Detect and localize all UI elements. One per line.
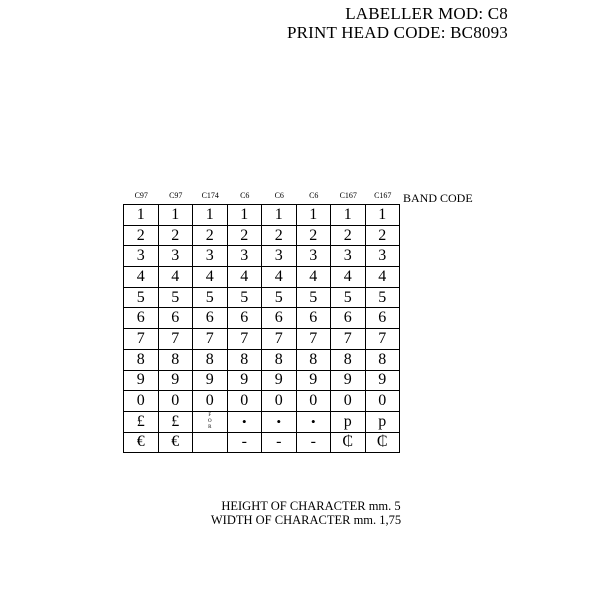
grid-cell: ₵ bbox=[331, 432, 366, 453]
grid-cell: 3 bbox=[262, 246, 297, 267]
band-code: C167 bbox=[374, 191, 392, 200]
band-code: C6 bbox=[274, 191, 284, 200]
grid-cell: 1 bbox=[262, 205, 297, 226]
grid-cell: - bbox=[296, 432, 331, 453]
grid-cell: p bbox=[331, 411, 366, 432]
grid-cell: 9 bbox=[227, 370, 262, 391]
character-height-note: HEIGHT OF CHARACTER mm. 5 bbox=[221, 499, 401, 513]
grid-cell: 4 bbox=[158, 267, 193, 288]
grid-cell: 5 bbox=[262, 287, 297, 308]
grid-cell: 1 bbox=[124, 205, 159, 226]
grid-cell: 0 bbox=[193, 391, 228, 412]
grid-row bbox=[124, 287, 400, 308]
grid-cell: 6 bbox=[193, 308, 228, 329]
grid-cell: 6 bbox=[331, 308, 366, 329]
band-code: C167 bbox=[339, 191, 357, 200]
grid-cell: 1 bbox=[193, 205, 228, 226]
grid-cell: 5 bbox=[227, 287, 262, 308]
grid-row bbox=[124, 246, 400, 267]
character-width-note: WIDTH OF CHARACTER mm. 1,75 bbox=[210, 513, 402, 527]
grid-cell: 2 bbox=[262, 225, 297, 246]
grid-cell: 4 bbox=[262, 267, 297, 288]
grid-cell: 2 bbox=[331, 225, 366, 246]
grid-cell: 0 bbox=[124, 391, 159, 412]
grid-cell: p bbox=[365, 411, 400, 432]
labeller-model-title: LABELLER MOD: C8 bbox=[345, 4, 508, 23]
grid-row bbox=[124, 308, 400, 329]
grid-cell: 1 bbox=[158, 205, 193, 226]
grid-cell: 3 bbox=[365, 246, 400, 267]
grid-cell: 6 bbox=[365, 308, 400, 329]
grid-cell: 0 bbox=[296, 391, 331, 412]
grid-cell: 9 bbox=[262, 370, 297, 391]
grid-cell: 4 bbox=[365, 267, 400, 288]
grid-cell: 8 bbox=[296, 349, 331, 370]
grid-cell: 8 bbox=[193, 349, 228, 370]
grid-cell: 6 bbox=[296, 308, 331, 329]
grid-cell: - bbox=[262, 432, 297, 453]
grid-row bbox=[124, 370, 400, 391]
grid-cell: 8 bbox=[365, 349, 400, 370]
grid-cell: 7 bbox=[227, 329, 262, 350]
grid-cell: 9 bbox=[365, 370, 400, 391]
grid-cell: 7 bbox=[331, 329, 366, 350]
grid-cell: 3 bbox=[193, 246, 228, 267]
grid-cell: 7 bbox=[296, 329, 331, 350]
grid-cell: 6 bbox=[262, 308, 297, 329]
grid-cell: 3 bbox=[227, 246, 262, 267]
grid-cell: 4 bbox=[296, 267, 331, 288]
grid-cell: F O R bbox=[193, 411, 228, 432]
grid-cell: 5 bbox=[193, 287, 228, 308]
band-code-row bbox=[124, 191, 400, 201]
grid-cell: 3 bbox=[124, 246, 159, 267]
grid-cell: 0 bbox=[262, 391, 297, 412]
grid-row bbox=[124, 432, 400, 453]
grid-cell: 8 bbox=[331, 349, 366, 370]
grid-cell: 0 bbox=[158, 391, 193, 412]
grid-cell: 1 bbox=[331, 205, 366, 226]
grid-cell: 2 bbox=[193, 225, 228, 246]
grid-cell: 2 bbox=[365, 225, 400, 246]
band-code-label: BAND CODE bbox=[403, 191, 473, 205]
band-code: C97 bbox=[134, 191, 148, 200]
grid-cell: 0 bbox=[227, 391, 262, 412]
grid-row bbox=[124, 205, 400, 226]
grid-cell: 4 bbox=[124, 267, 159, 288]
grid-cell: 7 bbox=[158, 329, 193, 350]
grid-cell: 8 bbox=[124, 349, 159, 370]
grid-cell: 4 bbox=[227, 267, 262, 288]
grid-cell: 9 bbox=[193, 370, 228, 391]
grid-cell: 9 bbox=[158, 370, 193, 391]
grid-cell: £ bbox=[158, 411, 193, 432]
grid-cell: 8 bbox=[262, 349, 297, 370]
grid-cell: - bbox=[227, 432, 262, 453]
grid-cell: 7 bbox=[193, 329, 228, 350]
grid-row bbox=[124, 267, 400, 288]
grid-row bbox=[124, 391, 400, 412]
grid-cell: 7 bbox=[124, 329, 159, 350]
grid-cell: 4 bbox=[331, 267, 366, 288]
grid-row bbox=[124, 349, 400, 370]
grid-cell bbox=[193, 432, 228, 453]
grid-cell: 7 bbox=[365, 329, 400, 350]
grid-cell: 1 bbox=[365, 205, 400, 226]
grid-cell: ₵ bbox=[365, 432, 400, 453]
grid-cell: 3 bbox=[331, 246, 366, 267]
grid-cell: € bbox=[124, 432, 159, 453]
grid-cell: 6 bbox=[227, 308, 262, 329]
grid-cell: 5 bbox=[331, 287, 366, 308]
grid-cell: £ bbox=[124, 411, 159, 432]
grid-cell: 9 bbox=[124, 370, 159, 391]
band-code: C174 bbox=[201, 191, 219, 200]
grid-cell: 7 bbox=[262, 329, 297, 350]
grid-cell: 6 bbox=[124, 308, 159, 329]
grid-cell: 0 bbox=[331, 391, 366, 412]
grid-cell: 3 bbox=[296, 246, 331, 267]
grid-cell: 8 bbox=[158, 349, 193, 370]
band-code: C6 bbox=[309, 191, 319, 200]
grid-cell: 9 bbox=[296, 370, 331, 391]
grid-cell: 1 bbox=[296, 205, 331, 226]
grid-row bbox=[124, 225, 400, 246]
grid-cell: 5 bbox=[296, 287, 331, 308]
character-grid bbox=[123, 204, 400, 453]
grid-cell: 1 bbox=[227, 205, 262, 226]
grid-cell: 2 bbox=[296, 225, 331, 246]
grid-row bbox=[124, 329, 400, 350]
grid-cell: 5 bbox=[365, 287, 400, 308]
grid-row bbox=[124, 411, 400, 432]
grid-cell: 6 bbox=[158, 308, 193, 329]
grid-cell: 2 bbox=[158, 225, 193, 246]
grid-cell: • bbox=[227, 411, 262, 432]
grid-cell: • bbox=[262, 411, 297, 432]
grid-cell: 9 bbox=[331, 370, 366, 391]
grid-cell: 2 bbox=[227, 225, 262, 246]
band-code: C6 bbox=[240, 191, 250, 200]
band-code: C97 bbox=[169, 191, 183, 200]
grid-cell: 2 bbox=[124, 225, 159, 246]
grid-cell: 5 bbox=[124, 287, 159, 308]
grid-cell: 4 bbox=[193, 267, 228, 288]
grid-cell: € bbox=[158, 432, 193, 453]
grid-cell: 3 bbox=[158, 246, 193, 267]
print-head-code-title: PRINT HEAD CODE: BC8093 bbox=[286, 23, 508, 42]
grid-cell: 5 bbox=[158, 287, 193, 308]
grid-cell: 8 bbox=[227, 349, 262, 370]
grid-cell: 0 bbox=[365, 391, 400, 412]
grid-cell: • bbox=[296, 411, 331, 432]
